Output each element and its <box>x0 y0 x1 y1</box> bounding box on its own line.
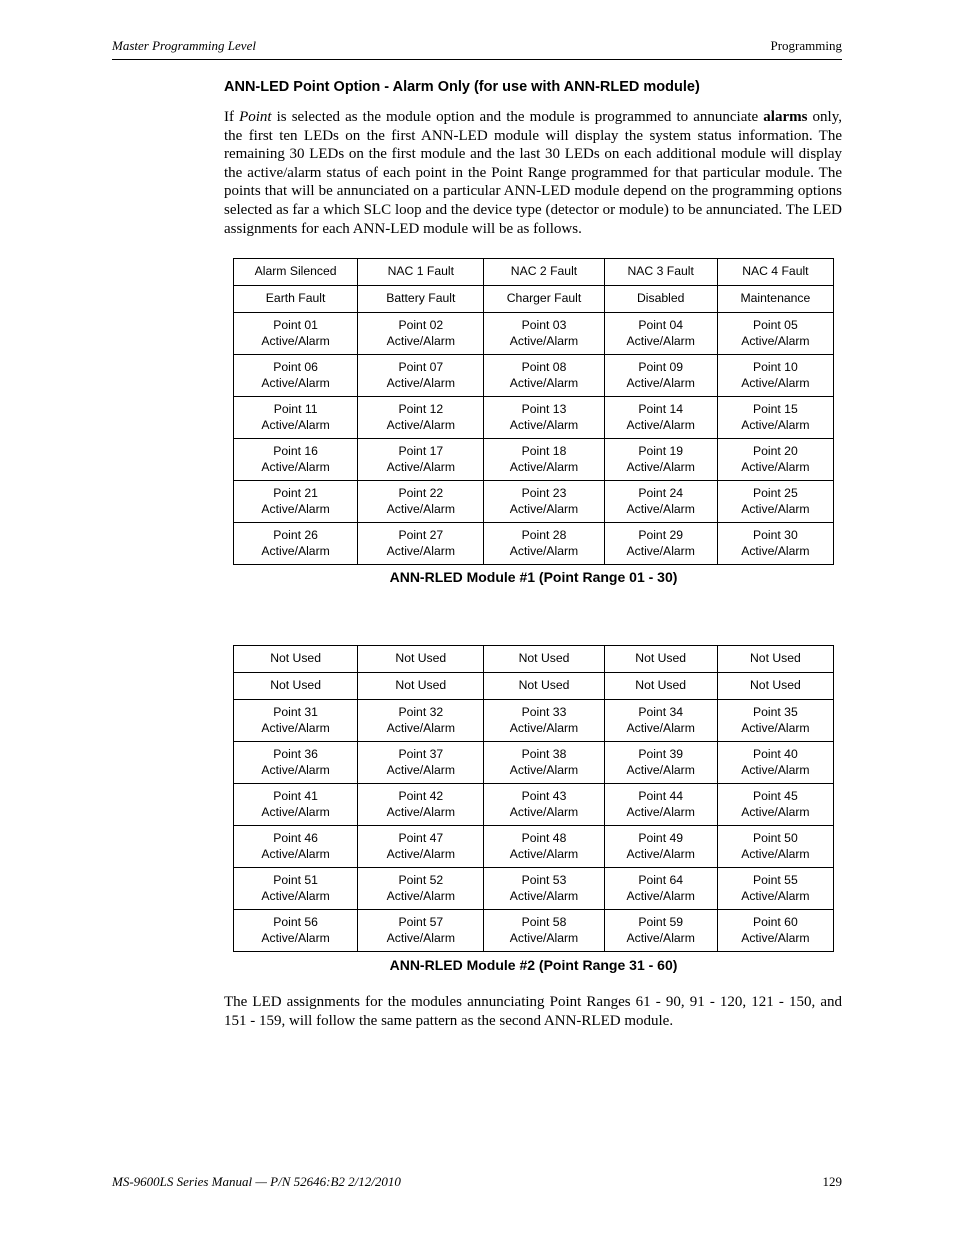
point-status: Active/Alarm <box>626 888 695 903</box>
point-status: Active/Alarm <box>386 846 455 861</box>
table-cell <box>358 910 484 952</box>
point-label: Point 46 <box>273 831 318 845</box>
table-cell <box>604 826 717 868</box>
table-caption-module-1: ANN-RLED Module #1 (Point Range 01 - 30) <box>389 569 678 585</box>
table-cell <box>717 742 833 784</box>
point-status: Active/Alarm <box>261 930 330 945</box>
point-label: Point 03 <box>521 318 567 332</box>
point-label: Point 44 <box>638 789 684 803</box>
point-status: Active/Alarm <box>741 333 810 348</box>
point-status: Active/Alarm <box>741 762 810 777</box>
point-status: Active/Alarm <box>626 804 695 819</box>
point-label: Point 38 <box>521 747 567 761</box>
point-label: Point 52 <box>398 873 444 887</box>
point-label: Point 40 <box>753 747 798 761</box>
point-status: Active/Alarm <box>509 930 579 945</box>
point-label: Point 22 <box>398 486 444 500</box>
point-status: Active/Alarm <box>626 762 695 777</box>
point-label: Point 51 <box>273 873 318 887</box>
point-label: Point 36 <box>273 747 318 761</box>
led-table-module-1 <box>233 258 834 565</box>
point-status: Active/Alarm <box>386 930 455 945</box>
table-cell <box>358 439 484 481</box>
table-row <box>234 868 834 910</box>
point-label: Point 11 <box>273 402 318 416</box>
point-label: Point 29 <box>638 528 684 542</box>
table-cell <box>484 910 604 952</box>
table-caption-module-2: ANN-RLED Module #2 (Point Range 31 - 60) <box>389 957 678 973</box>
table-cell: NAC 1 Fault <box>358 259 484 286</box>
point-label: Point 30 <box>753 528 798 542</box>
point-status: Active/Alarm <box>509 888 579 903</box>
point-label: Point 01 <box>273 318 318 332</box>
table-cell <box>717 355 833 397</box>
point-status: Active/Alarm <box>626 375 695 390</box>
table-cell <box>234 784 358 826</box>
table-cell <box>234 742 358 784</box>
point-label: Point 42 <box>398 789 444 803</box>
point-label: Point 27 <box>398 528 444 542</box>
point-status: Active/Alarm <box>386 762 455 777</box>
point-label: Point 02 <box>398 318 444 332</box>
table-cell: Not Used <box>717 673 833 700</box>
table-cell <box>484 481 604 523</box>
table-row <box>234 673 834 700</box>
table-cell: Not Used <box>604 646 717 673</box>
table-cell <box>234 826 358 868</box>
table-cell <box>358 397 484 439</box>
point-status: Active/Alarm <box>261 375 330 390</box>
page-number: 129 <box>822 1174 842 1189</box>
table-cell <box>484 439 604 481</box>
table-cell: Not Used <box>484 673 604 700</box>
table-cell <box>717 826 833 868</box>
table-cell <box>604 742 717 784</box>
table-cell <box>234 700 358 742</box>
table-cell: Disabled <box>604 286 717 313</box>
point-label: Point 39 <box>638 747 684 761</box>
table-cell <box>604 313 717 355</box>
point-label: Point 19 <box>638 444 684 458</box>
table-cell: Not Used <box>358 646 484 673</box>
table-cell: Not Used <box>717 646 833 673</box>
point-label: Point 26 <box>273 528 318 542</box>
point-status: Active/Alarm <box>741 930 810 945</box>
point-status: Active/Alarm <box>509 804 579 819</box>
point-label: Point 32 <box>398 705 444 719</box>
intro-paragraph <box>224 108 842 238</box>
point-status: Active/Alarm <box>261 543 330 558</box>
closing-paragraph: The LED assignments for the modules annunciating Point Ranges 61 - 90, 91 - 120, 121 - 150, and 151 - 159, will follow the same pattern as the second ANN-RLED module. <box>224 994 842 1029</box>
point-label: Point 14 <box>638 402 684 416</box>
point-status: Active/Alarm <box>386 804 455 819</box>
point-status: Active/Alarm <box>386 459 455 474</box>
table-cell <box>717 439 833 481</box>
table-cell <box>358 784 484 826</box>
point-label: Point 16 <box>273 444 318 458</box>
table-cell <box>484 355 604 397</box>
point-status: Active/Alarm <box>386 720 455 735</box>
table-row <box>234 313 834 355</box>
table-cell: NAC 2 Fault <box>484 259 604 286</box>
point-status: Active/Alarm <box>509 846 579 861</box>
header-chapter-title: Master Programming Level <box>112 38 256 53</box>
table-cell <box>358 481 484 523</box>
table-cell <box>604 439 717 481</box>
table-row <box>234 481 834 523</box>
point-status: Active/Alarm <box>509 720 579 735</box>
point-status: Active/Alarm <box>741 459 810 474</box>
point-status: Active/Alarm <box>741 375 810 390</box>
point-status: Active/Alarm <box>626 846 695 861</box>
table-cell <box>604 481 717 523</box>
section-title: ANN-LED Point Option - Alarm Only (for use with ANN-RLED module) <box>224 79 700 95</box>
point-label: Point 10 <box>753 360 798 374</box>
table-cell: Not Used <box>604 673 717 700</box>
table-cell <box>234 481 358 523</box>
point-label: Point 13 <box>521 402 567 416</box>
table-cell: Maintenance <box>717 286 833 313</box>
table-row <box>234 742 834 784</box>
point-status: Active/Alarm <box>509 543 579 558</box>
point-status: Active/Alarm <box>626 417 695 432</box>
point-status: Active/Alarm <box>261 762 330 777</box>
table-cell <box>717 313 833 355</box>
point-label: Point 05 <box>753 318 798 332</box>
footer-manual-info: MS-9600LS Series Manual — P/N 52646:B2 2/12/2010 <box>112 1174 401 1189</box>
table-cell <box>234 910 358 952</box>
table-cell <box>717 523 833 565</box>
table-cell <box>358 313 484 355</box>
point-status: Active/Alarm <box>261 720 330 735</box>
point-label: Point 28 <box>521 528 567 542</box>
point-status: Active/Alarm <box>386 501 455 516</box>
table-cell <box>358 742 484 784</box>
point-label: Point 15 <box>753 402 798 416</box>
table-cell <box>484 868 604 910</box>
point-status: Active/Alarm <box>509 333 579 348</box>
point-status: Active/Alarm <box>509 375 579 390</box>
point-label: Point 49 <box>638 831 684 845</box>
point-status: Active/Alarm <box>386 333 455 348</box>
point-label: Point 50 <box>753 831 798 845</box>
point-label: Point 12 <box>398 402 444 416</box>
table-cell <box>717 910 833 952</box>
point-status: Active/Alarm <box>509 762 579 777</box>
table-cell <box>717 481 833 523</box>
table-cell <box>484 826 604 868</box>
point-status: Active/Alarm <box>741 720 810 735</box>
point-status: Active/Alarm <box>261 459 330 474</box>
point-status: Active/Alarm <box>261 417 330 432</box>
table-row <box>234 259 834 286</box>
point-status: Active/Alarm <box>626 930 695 945</box>
point-label: Point 20 <box>753 444 798 458</box>
point-label: Point 47 <box>398 831 444 845</box>
table-cell: Not Used <box>234 646 358 673</box>
table-cell <box>484 397 604 439</box>
intro-text-2: is selected as the module option and the module is programmed to annunciate <box>271 109 764 125</box>
point-label: Point 07 <box>398 360 444 374</box>
table-row <box>234 646 834 673</box>
point-label: Point 41 <box>273 789 318 803</box>
point-label: Point 53 <box>521 873 567 887</box>
point-status: Active/Alarm <box>741 417 810 432</box>
table-cell <box>358 355 484 397</box>
table-cell: Battery Fault <box>358 286 484 313</box>
table-cell: Earth Fault <box>234 286 358 313</box>
table-row <box>234 700 834 742</box>
point-status: Active/Alarm <box>626 333 695 348</box>
point-label: Point 04 <box>638 318 684 332</box>
point-label: Point 56 <box>273 915 318 929</box>
point-status: Active/Alarm <box>261 804 330 819</box>
point-status: Active/Alarm <box>509 501 579 516</box>
point-label: Point 55 <box>753 873 798 887</box>
point-status: Active/Alarm <box>509 417 579 432</box>
point-label: Point 08 <box>521 360 567 374</box>
point-status: Active/Alarm <box>741 888 810 903</box>
point-label: Point 17 <box>398 444 444 458</box>
intro-italic-point: Point <box>239 109 272 125</box>
led-table-module-2 <box>233 645 834 952</box>
table-cell <box>358 523 484 565</box>
point-status: Active/Alarm <box>386 375 455 390</box>
table-cell: Not Used <box>234 673 358 700</box>
table-cell <box>604 910 717 952</box>
point-status: Active/Alarm <box>626 543 695 558</box>
point-status: Active/Alarm <box>741 846 810 861</box>
point-label: Point 24 <box>638 486 684 500</box>
table-row <box>234 397 834 439</box>
point-label: Point 35 <box>753 705 798 719</box>
point-status: Active/Alarm <box>509 459 579 474</box>
table-cell <box>484 700 604 742</box>
intro-text-3: only, the first ten LEDs on the first ANN-LED module will display the system status information. The remaining 30 LEDs on the first module and the last 30 LEDs on each additional module will display the active/alarm status of each point in the Point Range programmed for that particular module. The points that will be annunciated on a particular ANN-LED module depend on the programming options selected as far a which SLC loop and the device type (detector or module) to be annunciated. The LED assignments for each ANN-LED module will be as follows. <box>224 109 842 237</box>
point-status: Active/Alarm <box>261 333 330 348</box>
table-cell: Charger Fault <box>484 286 604 313</box>
point-status: Active/Alarm <box>626 501 695 516</box>
point-label: Point 33 <box>521 705 567 719</box>
table-cell <box>604 700 717 742</box>
intro-bold-alarms: alarms <box>763 109 808 125</box>
point-status: Active/Alarm <box>626 459 695 474</box>
table-row <box>234 523 834 565</box>
point-status: Active/Alarm <box>741 501 810 516</box>
table-cell: NAC 4 Fault <box>717 259 833 286</box>
point-label: Point 59 <box>638 915 684 929</box>
table-cell <box>234 439 358 481</box>
table-cell <box>717 868 833 910</box>
point-status: Active/Alarm <box>261 888 330 903</box>
table-cell <box>234 523 358 565</box>
point-label: Point 23 <box>521 486 567 500</box>
header-section-name: Programming <box>770 38 842 53</box>
point-status: Active/Alarm <box>741 804 810 819</box>
point-label: Point 37 <box>398 747 444 761</box>
table-row <box>234 910 834 952</box>
point-status: Active/Alarm <box>386 543 455 558</box>
table-cell <box>717 784 833 826</box>
point-label: Point 18 <box>521 444 567 458</box>
table-cell <box>358 868 484 910</box>
table-cell <box>604 868 717 910</box>
point-label: Point 21 <box>273 486 318 500</box>
table-cell <box>484 523 604 565</box>
table-cell <box>234 355 358 397</box>
point-label: Point 45 <box>753 789 798 803</box>
table-row <box>234 784 834 826</box>
intro-text-1: If <box>224 109 240 125</box>
table-row <box>234 826 834 868</box>
table-cell <box>234 313 358 355</box>
page-header <box>112 37 842 60</box>
point-label: Point 57 <box>398 915 444 929</box>
point-label: Point 06 <box>273 360 318 374</box>
table-cell <box>717 397 833 439</box>
point-status: Active/Alarm <box>261 846 330 861</box>
point-label: Point 43 <box>521 789 567 803</box>
table-cell: Alarm Silenced <box>234 259 358 286</box>
table-cell: NAC 3 Fault <box>604 259 717 286</box>
point-status: Active/Alarm <box>261 501 330 516</box>
table-cell <box>604 397 717 439</box>
point-label: Point 60 <box>753 915 798 929</box>
table-cell <box>604 355 717 397</box>
point-status: Active/Alarm <box>386 417 455 432</box>
point-label: Point 48 <box>521 831 567 845</box>
point-label: Point 58 <box>521 915 567 929</box>
table-row <box>234 439 834 481</box>
table-row <box>234 355 834 397</box>
table-cell <box>234 868 358 910</box>
table-cell <box>604 784 717 826</box>
table-cell <box>484 784 604 826</box>
table-cell: Not Used <box>358 673 484 700</box>
table-cell <box>234 397 358 439</box>
point-label: Point 34 <box>638 705 684 719</box>
table-cell <box>717 700 833 742</box>
point-label: Point 64 <box>638 873 684 887</box>
table-cell <box>604 523 717 565</box>
table-cell: Not Used <box>484 646 604 673</box>
point-status: Active/Alarm <box>741 543 810 558</box>
point-label: Point 25 <box>753 486 798 500</box>
point-label: Point 31 <box>273 705 318 719</box>
table-cell <box>358 826 484 868</box>
table-row <box>234 286 834 313</box>
point-status: Active/Alarm <box>386 888 455 903</box>
point-status: Active/Alarm <box>626 720 695 735</box>
point-label: Point 09 <box>638 360 684 374</box>
table-cell <box>358 700 484 742</box>
table-cell <box>484 313 604 355</box>
table-cell <box>484 742 604 784</box>
